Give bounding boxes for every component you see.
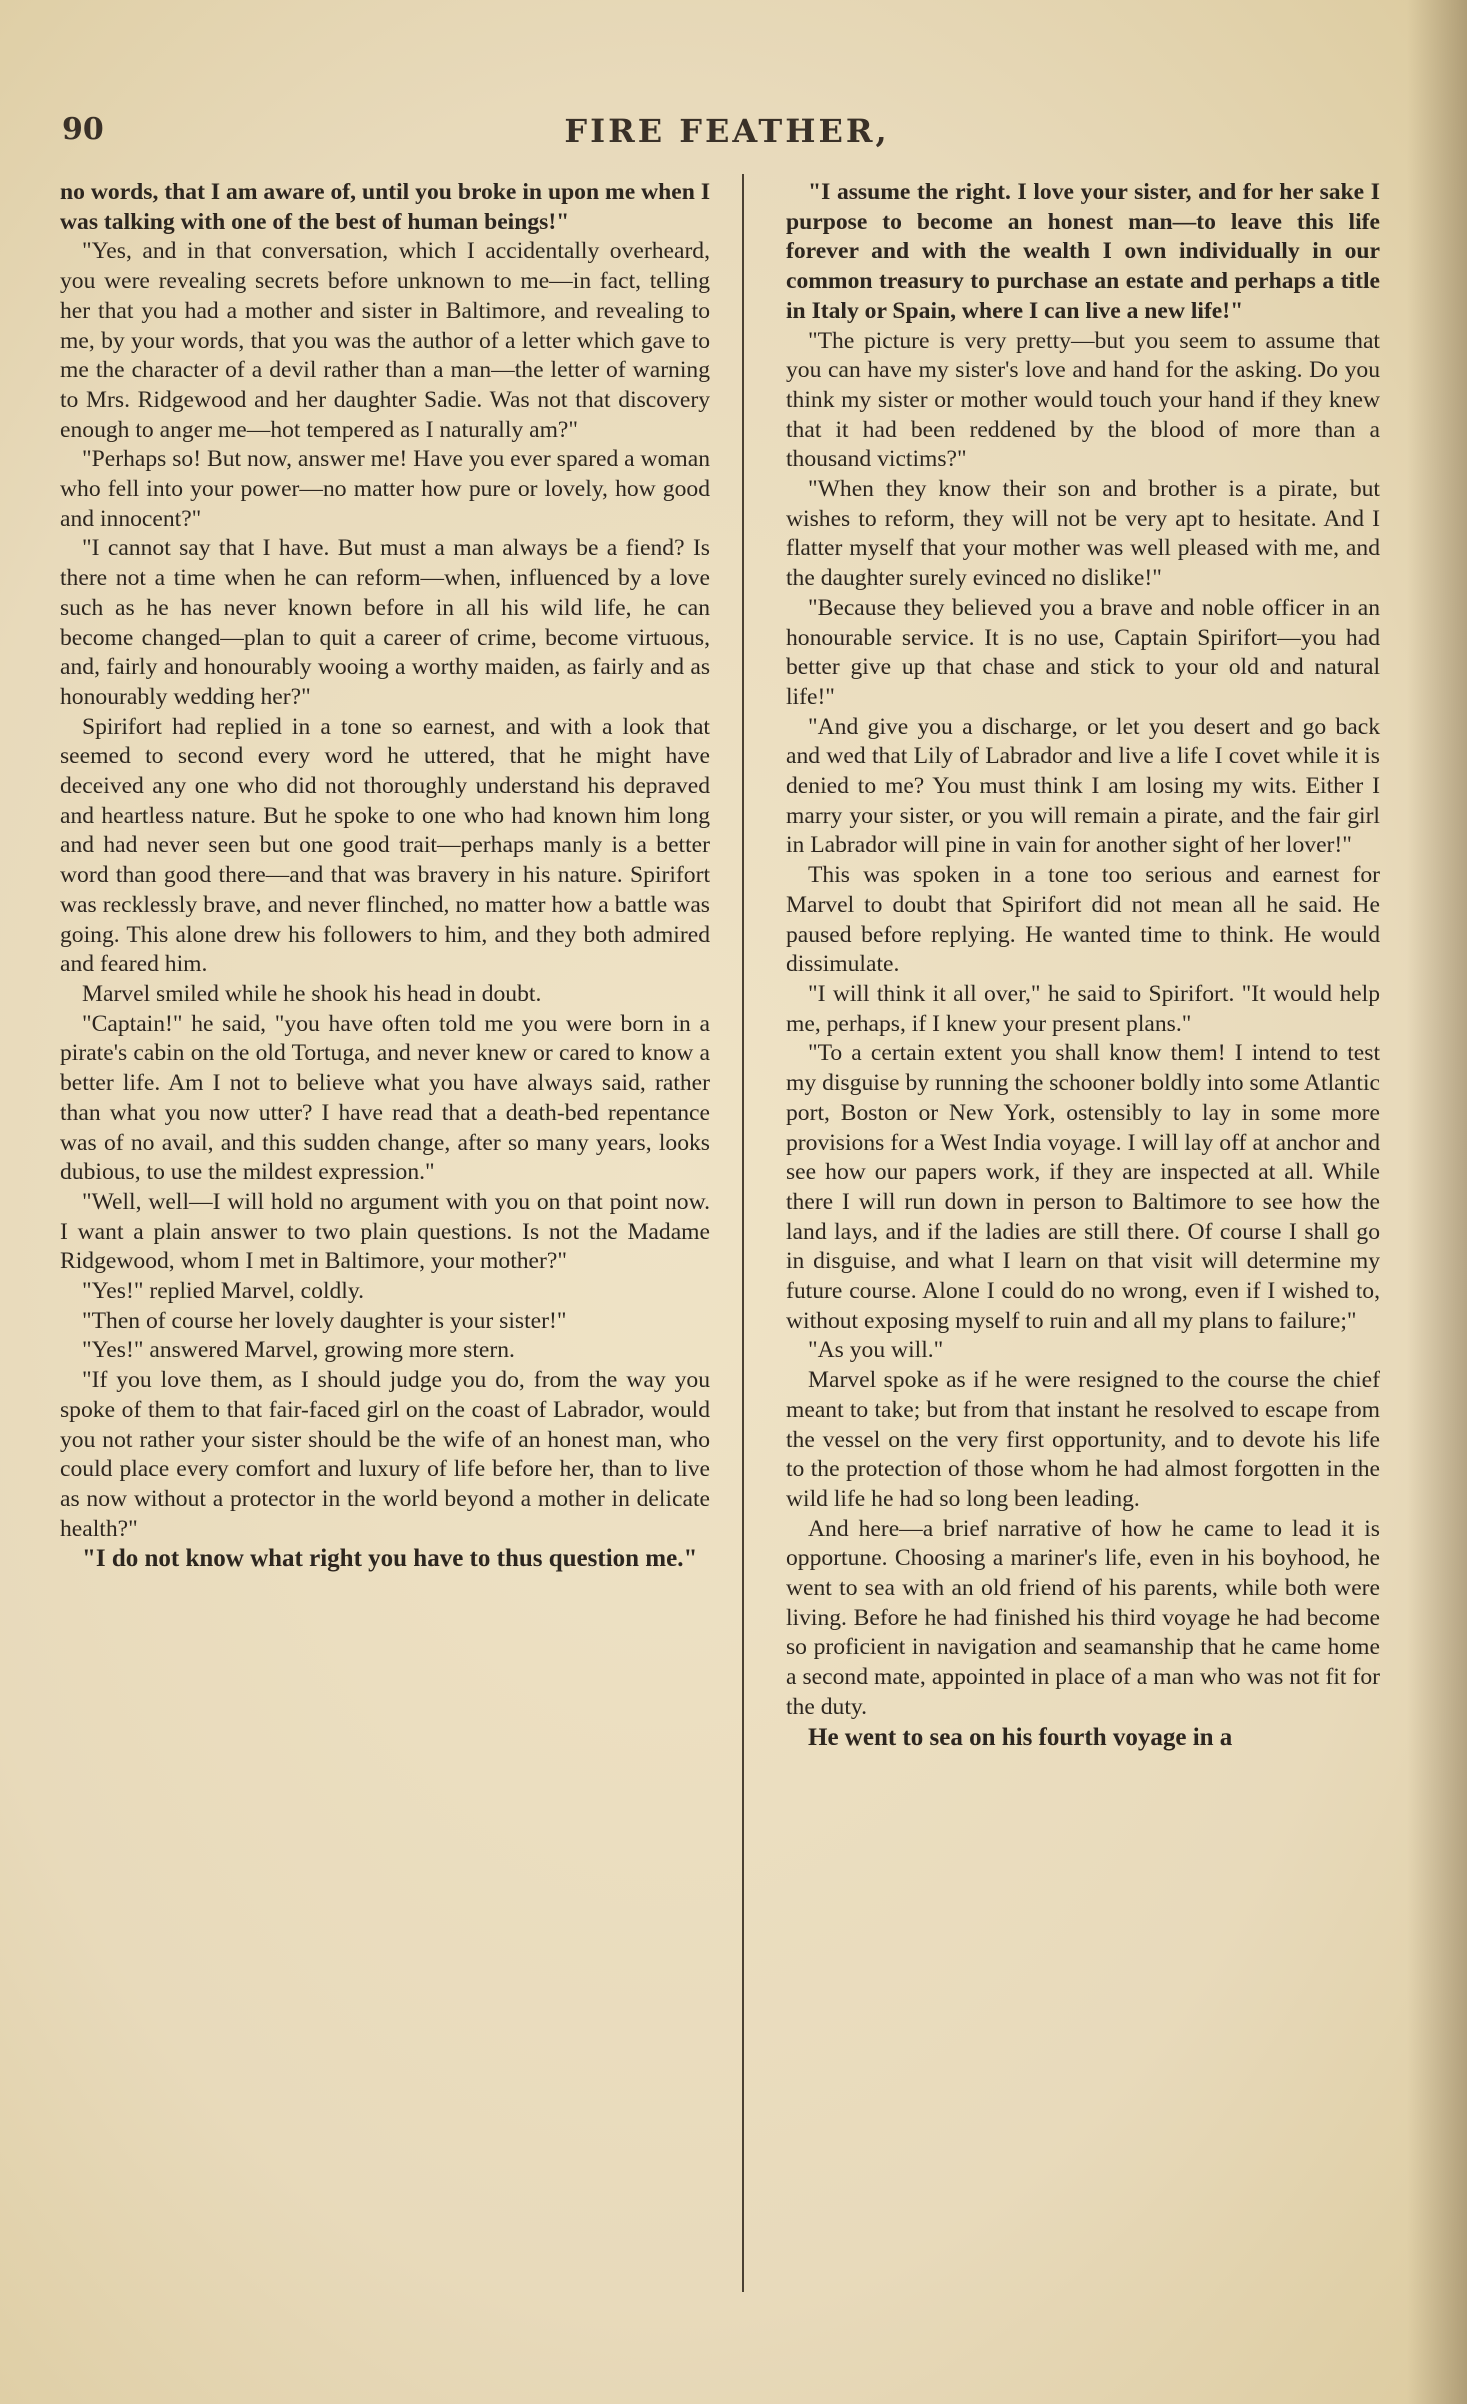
paragraph: "Well, well—I will hold no argument with you on that point now. I want a plain answer to two plain questions. Is not the Madame Ridgewood, whom I met in Baltimore, your mother?" <box>60 1188 710 1275</box>
paragraph: "If you love them, as I should judge you do, from the way you spoke of them to that fair-faced girl on the coast of Labrador, would you not rather your sister should be the wife of an honest man, who could place every comfort and luxury of life before her, than to live as now without a protector in the world beyond a mother in delicate health?" <box>60 1367 710 1542</box>
paragraph: This was spoken in a tone too serious and earnest for Marvel to doubt that Spirifort did not mean all he said. He paused before replying. He wanted time to think. He would dissimulate. <box>786 862 1380 978</box>
paragraph: He went to sea on his fourth voyage in a <box>808 1723 1233 1751</box>
column-divider <box>742 174 744 2292</box>
paragraph: "I do not know what right you have to thus question me." <box>82 1545 698 1573</box>
paragraph: "Yes, and in that conversation, which I accidentally overheard, you were revealing secrets before unknown to me—in fact, telling her that you had a mother and sister in Baltimore, and revealing to me, by your words, that you was the author of a letter which gave to me the character of a devil rather than a man—the letter of warning to Mrs. Ridgewood and her daughter Sadie. Was not that discovery enough to anger me—hot tempered as I naturally am?" <box>60 238 710 443</box>
paragraph: "I cannot say that I have. But must a man always be a fiend? Is there not a time when he can reform—when, influenced by a love such as he has never known before in all his wild life, he can become changed—plan to quit a career of crime, become virtuous, and, fairly and honourably wooing a worthy maiden, as fairly and as honourably wedding her?" <box>60 535 710 710</box>
paragraph: "The picture is very pretty—but you seem to assume that you can have my sister's love and hand for the asking. Do you think my sister or mother would touch your hand if they knew that it had been reddened by the blood of more than a thousand victims?" <box>786 327 1380 473</box>
paragraph: "To a certain extent you shall know them! I intend to test my disguise by running the schooner boldly into some Atlantic port, Boston or New York, ostensibly to lay in some more provisions for a West India voyage. I will lay off at anchor and see how our papers work, if they are inspected at all. While there I will run down in person to Baltimore to see how the land lays, and if the ladies are still there. Of course I shall go in disguise, and what I learn on that visit will determine my future course. Alone I could do no wrong, even if I wished to, without exposing myself to ruin and all my plans to failure;" <box>786 1040 1380 1334</box>
paragraph: "Yes!" replied Marvel, coldly. <box>82 1278 365 1305</box>
paragraph: "And give you a discharge, or let you desert and go back and wed that Lily of Labrador and live a life I covet while it is denied to me? You must think I am losing my wits. Either I marry your sister, or you will remain a pirate, and the fair girl in Labrador will pine in vain for another sight of her lover!" <box>786 713 1380 859</box>
paragraph: And here—a brief narrative of how he came to lead it is opportune. Choosing a mariner's life, even in his boyhood, he went to sea with an old friend of his parents, while both were living. Before he had finished his third voyage he had become so proficient in navigation and seamanship that he came home a second mate, appointed in place of a man who was not fit for the duty. <box>786 1515 1380 1720</box>
paragraph: no words, that I am aware of, until you broke in upon me when I was talking with one of the best of human beings!" <box>60 179 710 235</box>
page-number: 90 <box>62 112 104 147</box>
paragraph: "Because they believed you a brave and noble officer in an honourable service. It is no use, Captain Spirifort—you had better give up that chase and stick to your old and natural life!" <box>786 594 1380 710</box>
right-column <box>786 178 1380 1752</box>
left-column <box>60 178 710 1574</box>
paragraph: "Perhaps so! But now, answer me! Have you ever spared a woman who fell into your power—no matter how pure or lovely, how good and innocent?" <box>60 446 710 532</box>
paragraph: "As you will." <box>808 1337 944 1364</box>
paragraph: Marvel spoke as if he were resigned to the course the chief meant to take; but from that instant he resolved to escape from the vessel on the very first opportunity, and to devote his life to the protection of those whom he had almost forgotten in the wild life he had so long been leading. <box>786 1367 1380 1512</box>
paragraph: "Yes!" answered Marvel, growing more stern. <box>82 1337 515 1364</box>
paragraph: Spirifort had replied in a tone so earnest, and with a look that seemed to second every word he uttered, that he might have deceived any one who did not thoroughly understand his depraved and heartless nature. But he spoke to one who had known him long and had never seen but one good trait—perhaps manly is a better word than good there—and that was bravery in his nature. Spirifort was recklessly brave, and never flinched, no matter how a battle was going. This alone drew his followers to him, and they both admired and feared him. <box>60 713 710 978</box>
paragraph: "I assume the right. I love your sister, and for her sake I purpose to become an honest man—to leave this life forever and with the wealth I own individually in our common treasury to purchase an estate and perhaps a title in Italy or Spain, where I can live a new life!" <box>786 179 1380 324</box>
page-edge-shadow <box>1407 0 1467 2404</box>
paragraph: Marvel smiled while he shook his head in doubt. <box>82 980 542 1007</box>
paragraph: "When they know their son and brother is a pirate, but wishes to reform, they will not be very apt to hesitate. And I flatter myself that your mother was well pleased with me, and the daughter surely evinced no dislike!" <box>786 476 1380 592</box>
page-header <box>62 112 1392 156</box>
paragraph: "Captain!" he said, "you have often told me you were born in a pirate's cabin on the old Tortuga, and never knew or cared to know a better life. Am I not to believe what you have always said, rather than what you now utter? I have read that a death-bed repentance was of no avail, and this sudden change, after so many years, looks dubious, to use the mildest expression." <box>60 1010 710 1186</box>
paragraph: "Then of course her lovely daughter is your sister!" <box>82 1307 567 1334</box>
page-title: FIRE FEATHER, <box>564 112 890 150</box>
paragraph: "I will think it all over," he said to Spirifort. "It would help me, perhaps, if I knew your present plans." <box>786 980 1380 1037</box>
